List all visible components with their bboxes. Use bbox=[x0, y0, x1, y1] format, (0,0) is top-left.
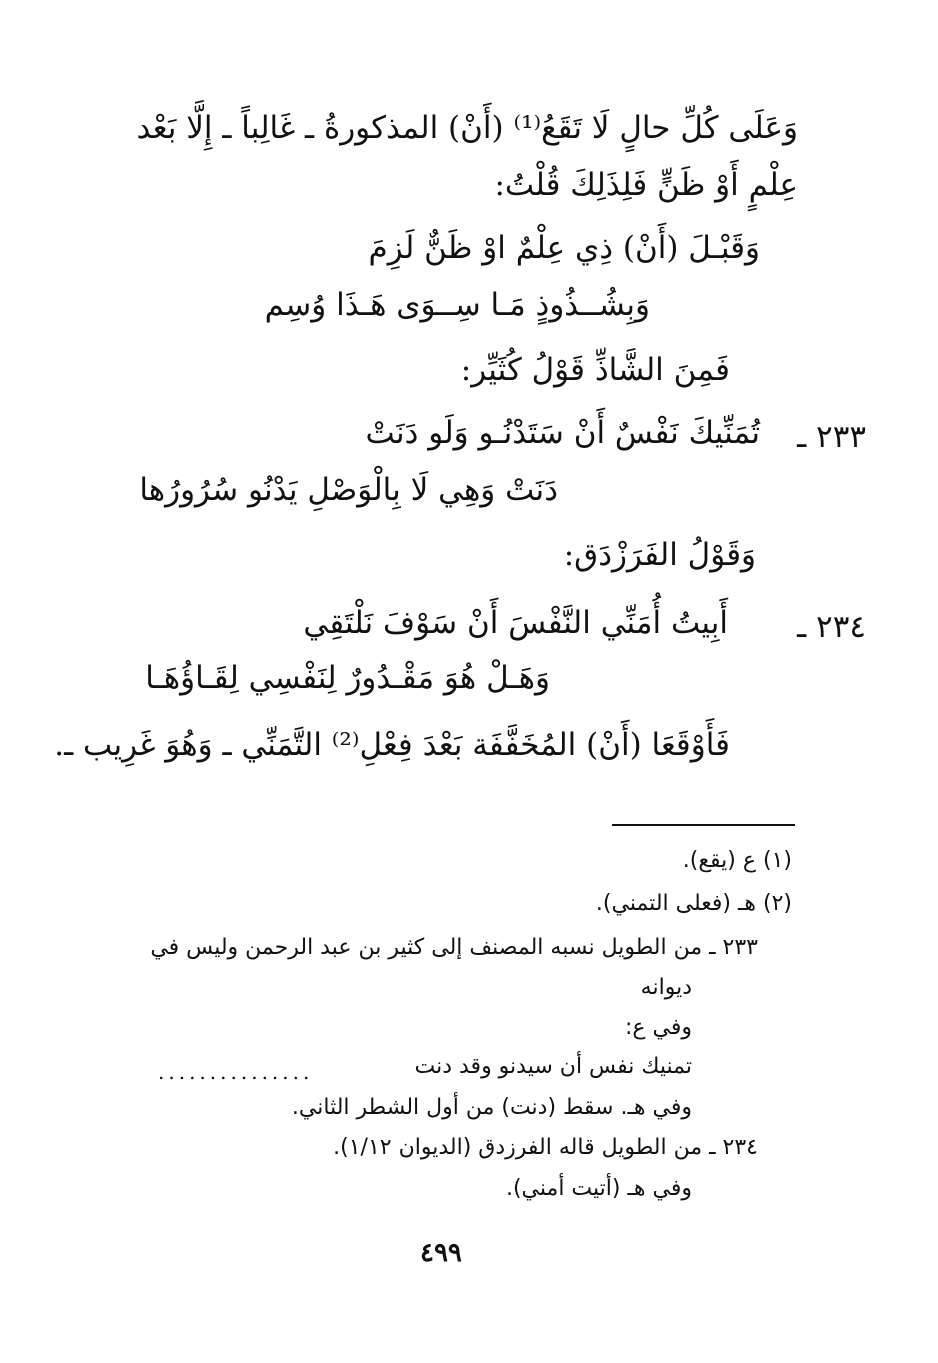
footnote-233-line3: وفي ع: bbox=[624, 1015, 692, 1040]
footnote-233-line1: ٢٣٣ ـ من الطويل نسبه المصنف إلى كثير بن عبد الرحمن وليس في bbox=[150, 935, 758, 960]
verse233-hemistich1: تُمَنِّيكَ نَفْسٌ أَنْ سَتَدْنُـو وَلَو دَنَتْ bbox=[365, 415, 760, 451]
verse233-hemistich2: دَنَتْ وَهِي لَا بِالْوَصْلِ يَدْنُو سُرُورُها bbox=[139, 472, 558, 508]
footnote-233-line2: ديوانه bbox=[640, 975, 692, 1000]
footnote-1: (١) ع (يقع). bbox=[682, 848, 792, 873]
verse234-hemistich1: أَبِيتُ أُمَنِّي النَّفْسَ أَنْ سَوْفَ نَلْتَقِي bbox=[303, 605, 728, 641]
verse1-hemistich2: وَبِشُــذُوذٍ مَـا سِــوَى هَـذَا وُسِم bbox=[264, 287, 650, 323]
para1-line1: وَعَلَى كُلِّ حالٍ لَا تَقَعُ⁽¹⁾ (أَنْ) المذكورةُ ـ غَالِباً ـ إِلَّا بَعْد bbox=[136, 110, 798, 146]
footnote-233-verse: تمنيك نفس أن سيدنو وقد دنت bbox=[414, 1054, 692, 1079]
footnote-234-line2: وفي هـ (أتيت أمني). bbox=[505, 1176, 692, 1201]
verse-number-234: ٢٣٤ ـ bbox=[797, 609, 866, 645]
para1-line2: عِلْمٍ أَوْ ظَنٍّ فَلِذَلِكَ قُلْتُ: bbox=[494, 167, 798, 203]
footnote-233-line5: وفي هـ. سقط (دنت) من أول الشطر الثاني. bbox=[291, 1095, 692, 1120]
farazdaq-intro: وَقَوْلُ الفَرَزْدَق: bbox=[563, 537, 756, 573]
verse1-hemistich1: وَقَبْـلَ (أَنْ) ذِي عِلْمٌ اوْ ظَنٌّ لَزِمَ bbox=[368, 230, 760, 266]
footnote-233-ellipsis: ............... bbox=[158, 1060, 314, 1084]
shadh-intro: فَمِنَ الشَّاذِّ قَوْلُ كُثَيِّر: bbox=[460, 352, 730, 388]
verse-number-233: ٢٣٣ ـ bbox=[797, 419, 866, 455]
footnote-2: (٢) هـ (فعلى التمني). bbox=[595, 891, 792, 916]
footnote-separator bbox=[612, 824, 795, 826]
verse234-hemistich2: وَهَـلْ هُوَ مَقْـدُورٌ لِنَفْسِي لِقَـاؤُهَـا bbox=[145, 660, 550, 696]
closing-line: فَأَوْقَعَا (أَنْ) المُخَفَّفَة بَعْدَ فِعْلِ⁽²⁾ التَّمَنِّي ـ وَهُوَ غَرِيب ـ. bbox=[54, 727, 730, 763]
page-number: ٤٩٩ bbox=[420, 1238, 462, 1268]
footnote-234-line1: ٢٣٤ ـ من الطويل قاله الفرزدق (الديوان ١/١٢). bbox=[333, 1135, 758, 1160]
